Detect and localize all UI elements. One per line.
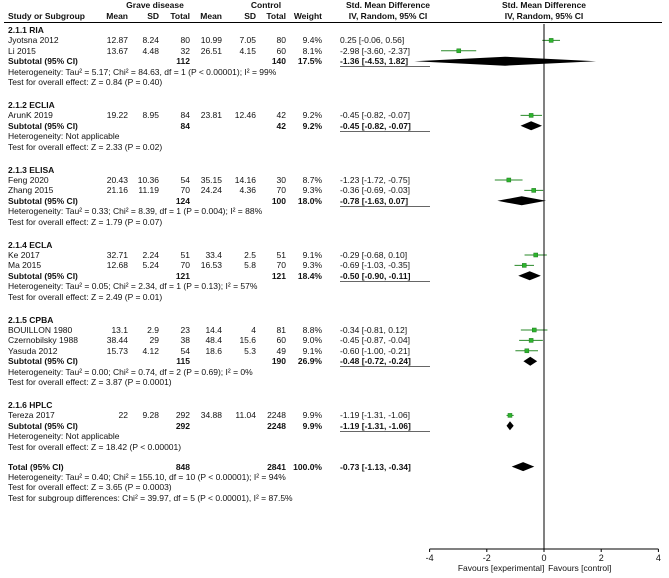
total2-cell: 2248 xyxy=(267,410,286,421)
mean1-col-header: Mean xyxy=(106,11,128,21)
total1-cell: 84 xyxy=(180,110,190,121)
total2-cell: 2841 xyxy=(267,461,286,472)
subgroup-title: 2.1.3 ELISA xyxy=(8,164,55,175)
total1-cell: 848 xyxy=(175,461,190,472)
sd2-col-header: SD xyxy=(244,11,256,21)
sd1-cell: 4.48 xyxy=(142,45,159,56)
mean1-cell: 12.68 xyxy=(106,260,128,271)
sd1-cell: 11.19 xyxy=(138,185,159,196)
study-name: Li 2015 xyxy=(8,45,36,56)
total2-cell: 70 xyxy=(276,185,286,196)
smd-header-sub: IV, Random, 95% CI xyxy=(348,11,428,21)
weight-cell: 9.4% xyxy=(302,35,322,46)
study-name: Yasuda 2012 xyxy=(8,345,58,356)
sd1-cell: 8.24 xyxy=(142,35,159,46)
total1-col-header: Total xyxy=(170,11,190,21)
subtotal-label: Subtotal (95% CI) xyxy=(8,195,78,206)
plot-header-sub: IV, Random, 95% CI xyxy=(504,11,584,21)
sd1-cell: 2.24 xyxy=(142,250,159,260)
total2-cell: 140 xyxy=(271,56,286,67)
weight-cell: 9.3% xyxy=(302,185,322,196)
study-name: Zhang 2015 xyxy=(8,185,54,196)
weight-cell: 9.2% xyxy=(302,110,322,121)
sd1-cell: 29 xyxy=(149,335,159,346)
subtotal-diamond xyxy=(507,421,514,430)
x-tick-label: 0 xyxy=(541,553,547,563)
weight-cell: 9.9% xyxy=(302,420,322,431)
weight-cell: 9.0% xyxy=(302,335,322,346)
subtotal-diamond xyxy=(523,357,537,366)
mean2-cell: 16.53 xyxy=(200,260,222,271)
total-diamond xyxy=(512,462,535,471)
ci-cell: -1.23 [-1.72, -0.75] xyxy=(340,175,410,185)
sd1-cell: 9.28 xyxy=(142,410,159,421)
total2-cell: 60 xyxy=(276,335,286,346)
total1-cell: 292 xyxy=(175,410,190,421)
footer-text: Test for overall effect: Z = 3.65 (P = 0.0003) xyxy=(8,482,172,493)
overall-effect-text: Test for overall effect: Z = 18.42 (P < 0.00001) xyxy=(8,441,182,452)
subtotal-label: Subtotal (95% CI) xyxy=(8,356,78,367)
heterogeneity-text: Heterogeneity: Tau² = 0.33; Chi² = 8.39, df = 1 (P = 0.004); I² = 88% xyxy=(8,206,263,217)
total1-cell: 23 xyxy=(180,325,190,335)
sd2-cell: 11.04 xyxy=(235,410,256,421)
sd2-cell: 5.8 xyxy=(244,260,256,271)
sd2-cell: 14.16 xyxy=(234,175,256,185)
mean2-cell: 35.15 xyxy=(200,175,222,185)
study-point xyxy=(508,413,512,417)
mean2-cell: 48.4 xyxy=(205,335,222,346)
study-point xyxy=(532,188,536,192)
total1-cell: 51 xyxy=(180,250,190,260)
footer-text: Heterogeneity: Tau² = 0.40; Chi² = 155.10, df = 10 (P < 0.00001); I² = 94% xyxy=(8,472,286,482)
total2-cell: 81 xyxy=(276,325,286,335)
footer-text: Test for subgroup differences: Chi² = 39.97, df = 5 (P < 0.00001), I² = 87.5% xyxy=(8,492,293,503)
group2-header: Control xyxy=(250,0,282,10)
study-name: Ma 2015 xyxy=(8,260,42,271)
x-tick-label: 2 xyxy=(598,553,604,563)
subtotal-label: Subtotal (95% CI) xyxy=(8,420,78,431)
study-col-header: Study or Subgroup xyxy=(8,11,85,21)
weight-cell: 100.0% xyxy=(293,461,322,472)
total2-cell: 49 xyxy=(276,345,286,356)
mean1-cell: 22 xyxy=(118,410,128,421)
mean2-cell: 14.4 xyxy=(205,325,222,335)
weight-cell: 8.7% xyxy=(302,175,322,185)
ci-cell: -0.36 [-0.69, -0.03] xyxy=(340,185,410,196)
ci-cell: -1.19 [-1.31, -1.06] xyxy=(340,420,411,431)
heterogeneity-text: Heterogeneity: Tau² = 0.05; Chi² = 2.34, df = 1 (P = 0.13); I² = 57% xyxy=(8,281,258,292)
mean1-cell: 38.44 xyxy=(106,335,128,346)
sd1-cell: 8.95 xyxy=(142,110,159,121)
total2-cell: 30 xyxy=(276,175,286,185)
mean2-col-header: Mean xyxy=(200,11,222,21)
weight-cell: 17.5% xyxy=(297,56,322,67)
study-point xyxy=(529,113,533,117)
weight-cell: 26.9% xyxy=(297,356,322,367)
mean1-cell: 13.1 xyxy=(111,325,128,335)
ci-cell: -1.19 [-1.31, -1.06] xyxy=(340,410,410,421)
ci-cell: 0.25 [-0.06, 0.56] xyxy=(340,35,405,46)
mean1-cell: 21.16 xyxy=(106,185,128,196)
x-tick-label: 4 xyxy=(655,553,661,563)
weight-col-header: Weight xyxy=(293,11,322,21)
ci-cell: -1.36 [-4.53, 1.82] xyxy=(340,56,409,67)
total1-cell: 292 xyxy=(175,420,190,431)
total2-cell: 2248 xyxy=(267,420,286,431)
weight-cell: 9.1% xyxy=(302,250,322,260)
plot-header-title: Std. Mean Difference xyxy=(501,0,587,10)
ci-cell: -0.60 [-1.00, -0.21] xyxy=(340,345,410,356)
subgroup-title: 2.1.1 RIA xyxy=(8,25,44,35)
sd2-cell: 2.5 xyxy=(244,250,256,260)
total2-cell: 42 xyxy=(276,110,286,121)
weight-cell: 9.3% xyxy=(302,260,322,271)
total1-cell: 38 xyxy=(180,335,190,346)
ci-cell: -2.98 [-3.60, -2.37] xyxy=(340,45,410,56)
subtotal-diamond xyxy=(414,57,596,66)
total2-cell: 70 xyxy=(276,260,286,271)
total2-cell: 100 xyxy=(271,195,286,206)
mean2-cell: 23.81 xyxy=(200,110,222,121)
subgroup-title: 2.1.4 ECLA xyxy=(8,239,53,250)
ci-cell: -0.78 [-1.63, 0.07] xyxy=(340,195,409,206)
weight-cell: 9.9% xyxy=(302,410,322,421)
sd1-cell: 5.24 xyxy=(142,260,159,271)
mean1-cell: 19.22 xyxy=(106,110,128,121)
total2-cell: 190 xyxy=(271,356,286,367)
total1-cell: 54 xyxy=(180,175,190,185)
total1-cell: 124 xyxy=(175,195,190,206)
overall-effect-text: Test for overall effect: Z = 2.49 (P = 0.01) xyxy=(8,291,163,302)
study-point xyxy=(534,253,538,257)
total2-col-header: Total xyxy=(266,11,286,21)
mean2-cell: 18.6 xyxy=(205,345,222,356)
subtotal-diamond xyxy=(497,196,546,205)
mean2-cell: 10.99 xyxy=(200,35,222,46)
x-tick-label: -2 xyxy=(482,553,491,563)
study-name: Tereza 2017 xyxy=(8,410,55,421)
sd2-cell: 12.46 xyxy=(234,110,256,121)
ci-cell: -0.29 [-0.68, 0.10] xyxy=(340,250,408,260)
ci-cell: -0.34 [-0.81, 0.12] xyxy=(340,325,408,335)
study-point xyxy=(507,178,511,182)
mean2-cell: 33.4 xyxy=(205,250,222,260)
total2-cell: 80 xyxy=(276,35,286,46)
overall-effect-text: Test for overall effect: Z = 0.84 (P = 0.40) xyxy=(8,77,163,87)
study-point xyxy=(525,349,529,353)
subgroup-title: 2.1.5 CPBA xyxy=(8,314,54,325)
mean1-cell: 15.73 xyxy=(106,345,128,356)
sd2-cell: 7.05 xyxy=(239,35,256,46)
sd1-cell: 2.9 xyxy=(147,325,159,335)
sd1-cell: 10.36 xyxy=(137,175,159,185)
sd1-cell: 4.12 xyxy=(142,345,159,356)
total2-cell: 60 xyxy=(276,45,286,56)
total1-cell: 80 xyxy=(180,35,190,46)
mean1-cell: 13.67 xyxy=(106,45,128,56)
mean1-cell: 32.71 xyxy=(106,250,128,260)
total1-cell: 121 xyxy=(175,270,190,281)
study-point xyxy=(457,49,461,53)
sd2-cell: 5.3 xyxy=(244,345,256,356)
total1-cell: 70 xyxy=(180,185,190,196)
heterogeneity-text: Heterogeneity: Not applicable xyxy=(8,131,120,142)
study-name: Czernobilsky 1988 xyxy=(8,335,78,346)
sd2-cell: 4.15 xyxy=(239,45,256,56)
mean2-cell: 24.24 xyxy=(200,185,222,196)
mean2-cell: 34.88 xyxy=(200,410,222,421)
mean2-cell: 26.51 xyxy=(200,45,222,56)
sd1-col-header: SD xyxy=(147,11,159,21)
ci-cell: -0.45 [-0.82, -0.07] xyxy=(340,110,410,121)
favours-experimental-label: Favours [experimental] xyxy=(457,563,545,573)
sd2-cell: 4.36 xyxy=(239,185,256,196)
heterogeneity-text: Heterogeneity: Tau² = 0.00; Chi² = 0.74, df = 2 (P = 0.69); I² = 0% xyxy=(8,366,253,377)
group1-header: Grave disease xyxy=(126,0,184,10)
heterogeneity-text: Heterogeneity: Tau² = 5.17; Chi² = 84.63, df = 1 (P < 0.00001); I² = 99% xyxy=(8,66,277,77)
total1-cell: 54 xyxy=(180,345,190,356)
heterogeneity-text: Heterogeneity: Not applicable xyxy=(8,431,120,442)
subgroup-title: 2.1.6 HPLC xyxy=(8,400,53,410)
ci-cell: -0.45 [-0.82, -0.07] xyxy=(340,120,411,131)
subtotal-label: Subtotal (95% CI) xyxy=(8,56,78,67)
total-label: Total (95% CI) xyxy=(8,461,64,472)
x-tick-label: -4 xyxy=(425,553,434,563)
study-point xyxy=(549,38,553,42)
study-name: ArunK 2019 xyxy=(8,110,53,121)
subtotal-diamond xyxy=(518,271,541,280)
sd2-cell: 4 xyxy=(251,325,256,335)
study-point xyxy=(522,263,526,267)
overall-effect-text: Test for overall effect: Z = 3.87 (P = 0.0001) xyxy=(8,377,172,387)
total1-cell: 84 xyxy=(180,120,190,131)
total1-cell: 70 xyxy=(180,260,190,271)
overall-effect-text: Test for overall effect: Z = 1.79 (P = 0.07) xyxy=(8,216,163,227)
study-point xyxy=(529,338,533,342)
overall-effect-text: Test for overall effect: Z = 2.33 (P = 0.02) xyxy=(8,141,163,152)
total1-cell: 32 xyxy=(180,45,190,56)
subtotal-label: Subtotal (95% CI) xyxy=(8,120,78,131)
weight-cell: 9.1% xyxy=(302,345,322,356)
total2-cell: 121 xyxy=(271,270,286,281)
weight-cell: 8.1% xyxy=(302,45,322,56)
weight-cell: 18.4% xyxy=(297,270,322,281)
favours-control-label: Favours [control] xyxy=(548,563,612,573)
total1-cell: 112 xyxy=(176,56,190,67)
total2-cell: 51 xyxy=(276,250,286,260)
weight-cell: 18.0% xyxy=(297,195,322,206)
ci-cell: -0.48 [-0.72, -0.24] xyxy=(340,356,411,367)
study-name: Jyotsna 2012 xyxy=(8,35,59,46)
study-name: Feng 2020 xyxy=(8,175,49,185)
study-name: BOUILLON 1980 xyxy=(8,325,73,335)
subtotal-label: Subtotal (95% CI) xyxy=(8,270,78,281)
mean1-cell: 12.87 xyxy=(106,35,128,46)
study-name: Ke 2017 xyxy=(8,250,40,260)
ci-cell: -0.45 [-0.87, -0.04] xyxy=(340,335,410,346)
study-point xyxy=(532,328,536,332)
subtotal-diamond xyxy=(521,121,542,130)
sd2-cell: 15.6 xyxy=(239,335,256,346)
mean1-cell: 20.43 xyxy=(106,175,128,185)
total2-cell: 42 xyxy=(276,120,286,131)
weight-cell: 9.2% xyxy=(302,120,322,131)
weight-cell: 8.8% xyxy=(302,325,322,335)
total1-cell: 115 xyxy=(176,356,190,367)
ci-cell: -0.69 [-1.03, -0.35] xyxy=(340,260,410,271)
ci-cell: -0.50 [-0.90, -0.11] xyxy=(340,270,411,281)
smd-header-title: Std. Mean Difference xyxy=(345,0,431,10)
subgroup-title: 2.1.2 ECLIA xyxy=(8,100,55,110)
ci-cell: -0.73 [-1.13, -0.34] xyxy=(340,461,411,472)
